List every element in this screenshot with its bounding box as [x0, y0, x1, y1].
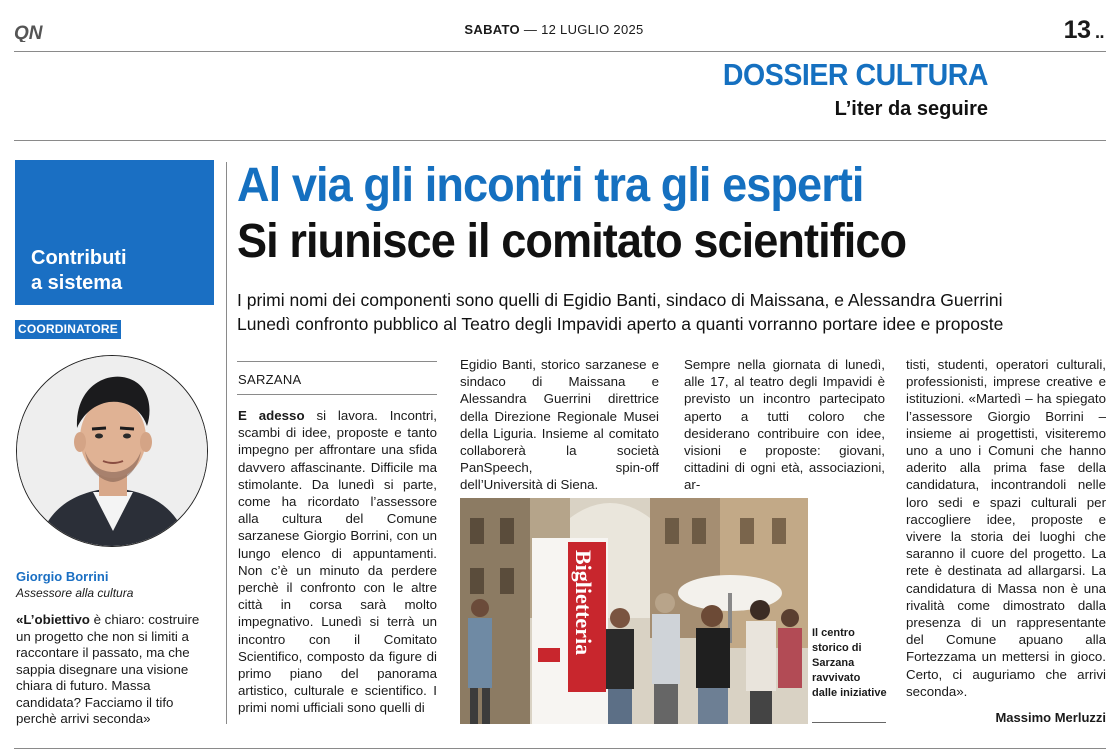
sidebar-box-title-line2: a sistema	[31, 272, 123, 294]
subhead-line1: I primi nomi dei componenti sono quelli di Egidio Banti, sindaco di Maissana, e Alessandra Guerrini	[237, 290, 1003, 310]
date-line	[0, 22, 1108, 37]
person-name: Giorgio Borrini	[16, 569, 109, 584]
svg-text:QN: QN	[14, 23, 43, 42]
date-value: 12 LUGLIO 2025	[541, 22, 644, 37]
date-separator: —	[523, 22, 542, 37]
article-column-1	[238, 407, 437, 717]
dateline: SARZANA	[238, 372, 302, 387]
headline-primary: Al via gli incontri tra gli esperti	[237, 159, 864, 212]
article-column-3: Sempre nella giornata di lunedì, alle 17, al teatro degli Impavidi è previsto un incontro partecipato aperto a tutti coloro che desiderano contribuire con idee, visioni e proposte: giovani, cittadini di ogni età, associazioni, ar-	[684, 357, 885, 493]
dateline-rule-top	[237, 361, 437, 362]
role-badge: COORDINATORE	[15, 320, 121, 339]
bottom-rule	[14, 748, 1106, 749]
dateline-rule-bottom	[237, 394, 437, 395]
page-dots-decoration: ..	[1090, 22, 1104, 42]
article-column-4: tisti, studenti, operatori culturali, professionisti, imprese creative e istituzioni. «Martedì – ha spiegato l’assessore Giorgio Borrini – insieme ai progettisti, visiteremo uno a uno i Comuni che hanno aderito alla prima fase della candidatura, incontrandoli nelle loro sedi e spazi culturali per raccogliere idee, proposte e vivere la storia dei luoghi che saranno il cuore del progetto. La rete è destinata ad allargarsi. La candidatura di Massa non è una rivalità come dimostrato dalla presenza di un rappresentante del Comune apuano alla Fortezzama un mettersi in gioco. Certo, ci auguriamo che arrivi seconda».	[906, 357, 1106, 699]
article-subhead	[237, 288, 1107, 336]
top-rule	[14, 51, 1106, 52]
page-number	[1064, 16, 1104, 45]
portrait-illustration	[17, 356, 208, 547]
ticket-sign-text: Biglietteria	[571, 550, 596, 656]
section-subtitle: L’iter da seguire	[834, 98, 988, 120]
section-title: DOSSIER CULTURA	[722, 57, 988, 92]
portrait-photo	[16, 355, 208, 547]
sidebar-box-title	[31, 246, 206, 296]
section-rule	[14, 140, 1106, 141]
quote-lead: «L’obiettivo	[16, 612, 90, 627]
sidebar-divider	[226, 162, 227, 724]
column-1-text: si lavora. Incontri, scambi di idee, proposte e tanto impegno per affrontare una sfida davvero affascinante. Difficile ma stimolante. Da lunedì si parte, come ha ricordato l’assessore alla cultura del Comune sarzanese Giorgio Borrini, con un lungo elenco di appuntamenti. Non c’è un minuto da perdere perchè il confronto con le altre città in corsa sarà molto impegnativo. Lunedì si terrà un incontro con il Comitato Scientifico, composto da figure di primo piano del panorama artistico, culturale e scientifico. I primi nomi ufficiali sono quelli di	[238, 408, 437, 716]
article-photo	[460, 498, 808, 724]
date-day: SABATO	[464, 22, 520, 37]
page-number-value: 13	[1063, 16, 1091, 44]
street-scene-illustration	[460, 498, 808, 724]
caption-rule	[812, 722, 886, 723]
article-column-2: Egidio Banti, storico sarzanese e sindaco di Maissana e Alessandra Guerrini direttrice della Direzione Regionale Musei della Liguria. Insieme al comitato collaborerà la società PanSpeech, spin-off dell’Università di Siena.	[460, 357, 659, 493]
photo-caption: Il centro storico di Sarzana ravvivato dalle iniziative	[812, 627, 887, 699]
author-signature: Massimo Merluzzi	[995, 710, 1106, 725]
person-role: Assessore alla cultura	[16, 586, 134, 600]
sidebar-box-title-line1: Contributi	[31, 247, 127, 269]
quote-text: è chiaro: costruire un progetto che non si limiti a raccontare il passato, ma che sappia disegnare una visione chiara di futuro. Massa candidata? Facciamo il tifo perchè arrivi seconda»	[16, 612, 200, 726]
column-1-lead: E adesso	[238, 408, 305, 423]
headline-secondary: Si riunisce il comitato scientifico	[237, 215, 907, 268]
sidebar-quote	[16, 612, 212, 728]
subhead-line2: Lunedì confronto pubblico al Teatro degli Impavidi aperto a quanti vorranno portare idee e proposte	[237, 314, 1004, 334]
